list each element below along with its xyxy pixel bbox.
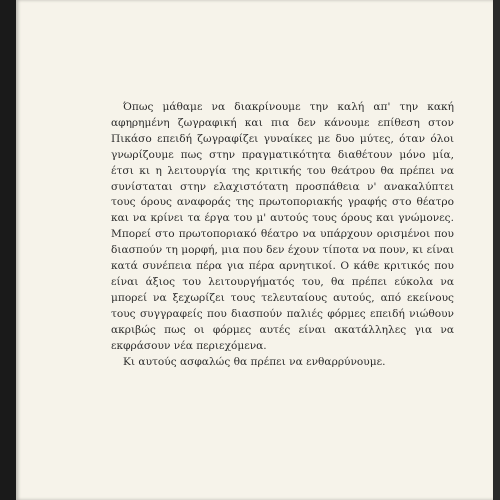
paragraph-2: Κι αυτούς ασφαλώς θα πρέπει να ενθαρρύνουμε.: [123, 355, 386, 368]
page-edge: [493, 0, 500, 500]
book-page: [16, 0, 493, 500]
paragraph-1: Όπως μάθαμε να διακρίνουμε την καλή απ' την κακή αφηρημένη ζωγραφική και πια δεν κάνουμε επίθεση στον Πικάσο επειδή ζωγραφίζει γυναίκες με δυο μύτες, όταν όλοι γνωρίζουμε πως στην πραγματικότητα διαθέτουν μόνο μία, έτσι κι η λειτουργία της κριτικής του θεάτρου θα πρέπει να συνίσταται στην ελαχιστότατη προσπάθεια ν' ανακαλύπτει τους όρους αναφοράς της πρωτοποριακής γραφής στο θέατρο και να κρίνει τα έργα του μ' αυτούς τους όρους και γνώμονες. Μπορεί στο πρωτοποριακό θέατρο να υπάρχουν ορισμένοι που διασπούν τη μορφή, μια που δεν έχουν τίποτα να πουν, κι είναι κατά συνέπεια πέρα για πέρα αρνητικοί. Ο κάθε κριτικός που είναι άξιος του λειτουργήματός του, θα πρέπει εύκολα να μπορεί να ξεχωρίζει τους τελευταίους αυτούς, από εκείνους τους συγγραφείς που διασπούν παλιές φόρμες επειδή νιώθουν ακριβώς πως οι φόρμες αυτές είναι ακατάλληλες για να εκφράσουν νέα περιεχόμενα.: [111, 101, 454, 352]
body-text: [111, 100, 454, 370]
